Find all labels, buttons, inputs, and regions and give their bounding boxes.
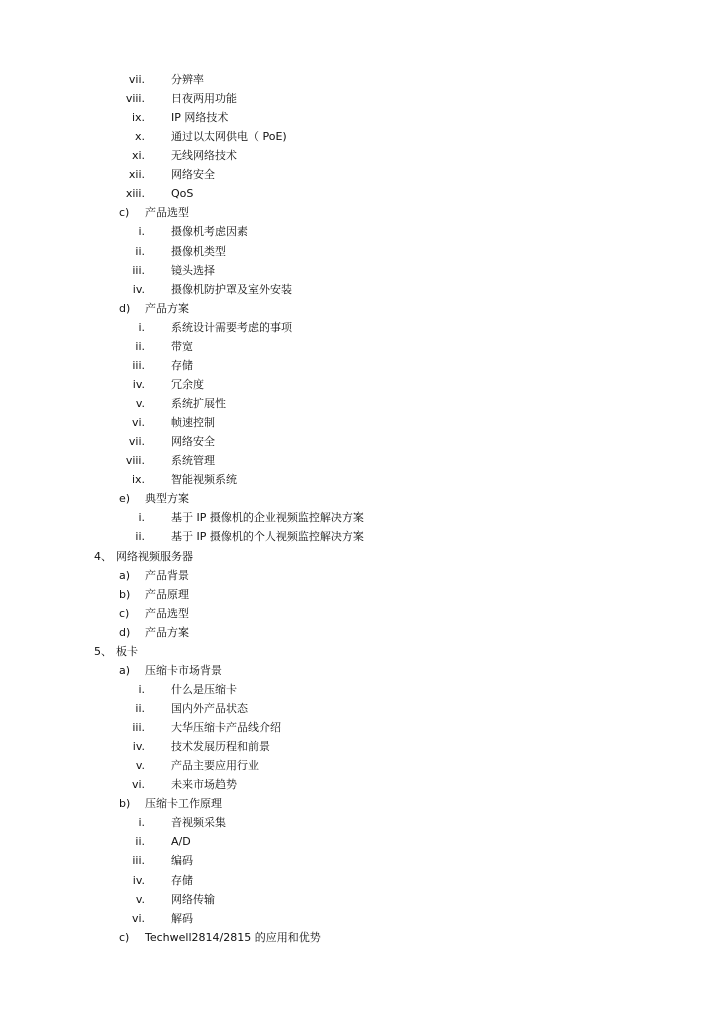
outline-item-level-1 bbox=[0, 642, 723, 661]
outline-item-text: 智能视频系统 bbox=[171, 473, 237, 486]
outline-item-marker: d) bbox=[119, 626, 131, 639]
outline-item-level-3 bbox=[0, 222, 723, 241]
outline-item-text: QoS bbox=[171, 187, 194, 200]
outline-item-level-2 bbox=[0, 489, 723, 508]
outline-item-text: 系统扩展性 bbox=[171, 397, 226, 410]
outline-item-text: A/D bbox=[171, 835, 191, 848]
outline-item-marker: i. bbox=[138, 225, 145, 238]
outline-item-text: 典型方案 bbox=[145, 492, 189, 505]
outline-item-marker: iii. bbox=[132, 854, 145, 867]
outline-item-marker: i. bbox=[138, 321, 145, 334]
outline-item-level-3 bbox=[0, 508, 723, 527]
outline-item-level-3 bbox=[0, 146, 723, 165]
outline-item-text: 音视频采集 bbox=[171, 816, 226, 829]
outline-item-level-3 bbox=[0, 432, 723, 451]
outline-item-level-2 bbox=[0, 794, 723, 813]
outline-item-text: 未来市场趋势 bbox=[171, 778, 237, 791]
outline-item-level-3 bbox=[0, 756, 723, 775]
outline-item-level-3 bbox=[0, 851, 723, 870]
outline-item-marker: ii. bbox=[135, 530, 145, 543]
outline-item-level-3 bbox=[0, 337, 723, 356]
outline-item-marker: iv. bbox=[132, 378, 145, 391]
outline-item-text: 日夜两用功能 bbox=[171, 92, 237, 105]
outline-item-text: 摄像机类型 bbox=[171, 245, 226, 258]
outline-item-marker: a) bbox=[119, 664, 131, 677]
outline-item-marker: x. bbox=[134, 130, 145, 143]
outline-item-marker: vi. bbox=[131, 778, 145, 791]
outline-item-marker: e) bbox=[119, 492, 131, 505]
outline-item-text: 解码 bbox=[171, 912, 193, 925]
outline-item-marker: iii. bbox=[132, 359, 145, 372]
outline-item-level-3 bbox=[0, 680, 723, 699]
outline-item-marker: viii. bbox=[125, 92, 145, 105]
outline-item-level-3 bbox=[0, 527, 723, 546]
outline-item-level-2 bbox=[0, 661, 723, 680]
outline-item-level-3 bbox=[0, 280, 723, 299]
outline-item-marker: d) bbox=[119, 302, 131, 315]
outline-item-text: 产品背景 bbox=[145, 569, 189, 582]
outline-item-text: 技术发展历程和前景 bbox=[171, 740, 270, 753]
outline-item-level-3 bbox=[0, 127, 723, 146]
outline-item-level-3 bbox=[0, 89, 723, 108]
outline-item-level-3 bbox=[0, 413, 723, 432]
outline-item-marker: vii. bbox=[128, 435, 145, 448]
outline-item-level-3 bbox=[0, 832, 723, 851]
outline-item-marker: iii. bbox=[132, 721, 145, 734]
outline-item-text: 摄像机防护罩及室外安装 bbox=[171, 283, 292, 296]
outline-item-marker: viii. bbox=[125, 454, 145, 467]
outline-item-marker: c) bbox=[119, 607, 130, 620]
outline-item-marker: 4、 bbox=[94, 550, 112, 563]
outline-item-text: 系统设计需要考虑的事项 bbox=[171, 321, 292, 334]
outline-item-level-3 bbox=[0, 890, 723, 909]
outline-item-level-3 bbox=[0, 318, 723, 337]
outline-item-marker: ix. bbox=[131, 111, 145, 124]
outline-item-marker: ii. bbox=[135, 245, 145, 258]
outline-item-marker: vi. bbox=[131, 912, 145, 925]
outline-item-level-3 bbox=[0, 909, 723, 928]
outline-item-marker: ix. bbox=[131, 473, 145, 486]
outline-item-marker: b) bbox=[119, 588, 131, 601]
outline-item-marker: xiii. bbox=[125, 187, 145, 200]
outline-item-text: 压缩卡工作原理 bbox=[145, 797, 222, 810]
outline-item-text: 网络安全 bbox=[171, 435, 215, 448]
outline-item-level-2 bbox=[0, 299, 723, 318]
outline-item-text: 产品原理 bbox=[145, 588, 189, 601]
outline-item-text: 镜头选择 bbox=[171, 264, 215, 277]
outline-item-text: 产品主要应用行业 bbox=[171, 759, 259, 772]
outline-item-marker: i. bbox=[138, 816, 145, 829]
outline-item-marker: vii. bbox=[128, 73, 145, 86]
outline-item-marker: a) bbox=[119, 569, 131, 582]
outline-item-text: 存储 bbox=[171, 874, 193, 887]
outline-item-text: 什么是压缩卡 bbox=[171, 683, 237, 696]
outline-item-text: 无线网络技术 bbox=[171, 149, 237, 162]
outline-item-text: 带宽 bbox=[171, 340, 193, 353]
outline-item-marker: vi. bbox=[131, 416, 145, 429]
outline-item-text: 分辨率 bbox=[171, 73, 204, 86]
outline-item-level-3 bbox=[0, 261, 723, 280]
outline-item-level-2 bbox=[0, 604, 723, 623]
outline-item-text: 产品选型 bbox=[145, 206, 189, 219]
outline-item-level-3 bbox=[0, 375, 723, 394]
outline-item-marker: b) bbox=[119, 797, 131, 810]
outline-item-marker: iii. bbox=[132, 264, 145, 277]
outline-item-level-3 bbox=[0, 737, 723, 756]
outline-item-text: 产品方案 bbox=[145, 302, 189, 315]
outline-item-level-3 bbox=[0, 871, 723, 890]
outline-item-level-3 bbox=[0, 451, 723, 470]
outline-item-text: IP 网络技术 bbox=[171, 111, 229, 124]
outline-item-marker: c) bbox=[119, 206, 130, 219]
outline-item-marker: xi. bbox=[131, 149, 145, 162]
outline-item-text: 通过以太网供电（ PoE) bbox=[171, 130, 287, 143]
outline-item-marker: xii. bbox=[128, 168, 145, 181]
outline-item-text: 产品方案 bbox=[145, 626, 189, 639]
outline-item-level-2 bbox=[0, 928, 723, 947]
outline-item-text: 系统管理 bbox=[171, 454, 215, 467]
outline-item-level-3 bbox=[0, 813, 723, 832]
outline-item-marker: ii. bbox=[135, 340, 145, 353]
outline-item-level-3 bbox=[0, 356, 723, 375]
outline-item-level-2 bbox=[0, 585, 723, 604]
outline-item-level-3 bbox=[0, 394, 723, 413]
outline-item-text: 大华压缩卡产品线介绍 bbox=[171, 721, 281, 734]
outline-item-marker: iv. bbox=[132, 874, 145, 887]
outline-item-text: 压缩卡市场背景 bbox=[145, 664, 222, 677]
outline-item-level-2 bbox=[0, 203, 723, 222]
outline-item-marker: v. bbox=[135, 759, 145, 772]
outline-item-level-3 bbox=[0, 70, 723, 89]
outline-item-level-3 bbox=[0, 775, 723, 794]
outline-item-text: 摄像机考虑因素 bbox=[171, 225, 248, 238]
outline-item-level-3 bbox=[0, 470, 723, 489]
outline-item-level-1 bbox=[0, 547, 723, 566]
outline-item-level-3 bbox=[0, 184, 723, 203]
outline-item-text: 网络安全 bbox=[171, 168, 215, 181]
outline-item-level-3 bbox=[0, 165, 723, 184]
outline-item-text: 基于 IP 摄像机的企业视频监控解决方案 bbox=[171, 511, 364, 524]
outline-item-level-3 bbox=[0, 699, 723, 718]
outline-item-text: 国内外产品状态 bbox=[171, 702, 248, 715]
outline-item-text: 产品选型 bbox=[145, 607, 189, 620]
outline-item-level-2 bbox=[0, 566, 723, 585]
outline-item-marker: i. bbox=[138, 683, 145, 696]
outline-item-text: 网络视频服务器 bbox=[116, 550, 193, 563]
outline-item-level-3 bbox=[0, 242, 723, 261]
outline-item-text: 板卡 bbox=[116, 645, 138, 658]
outline-item-level-2 bbox=[0, 623, 723, 642]
outline-item-marker: v. bbox=[135, 893, 145, 906]
outline-item-marker: i. bbox=[138, 511, 145, 524]
outline-item-text: 存储 bbox=[171, 359, 193, 372]
outline-item-level-3 bbox=[0, 718, 723, 737]
outline-item-level-3 bbox=[0, 108, 723, 127]
outline-item-marker: 5、 bbox=[94, 645, 112, 658]
outline-item-text: 网络传输 bbox=[171, 893, 215, 906]
outline-item-marker: iv. bbox=[132, 283, 145, 296]
outline-item-text: 帧速控制 bbox=[171, 416, 215, 429]
outline-item-marker: v. bbox=[135, 397, 145, 410]
outline-item-text: 编码 bbox=[171, 854, 193, 867]
outline-item-marker: ii. bbox=[135, 702, 145, 715]
outline-item-text: 冗余度 bbox=[171, 378, 204, 391]
outline-item-marker: c) bbox=[119, 931, 130, 944]
outline-item-text: Techwell2814/2815 的应用和优势 bbox=[145, 931, 321, 944]
outline-item-marker: ii. bbox=[135, 835, 145, 848]
outline-item-text: 基于 IP 摄像机的个人视频监控解决方案 bbox=[171, 530, 364, 543]
outline-item-marker: iv. bbox=[132, 740, 145, 753]
